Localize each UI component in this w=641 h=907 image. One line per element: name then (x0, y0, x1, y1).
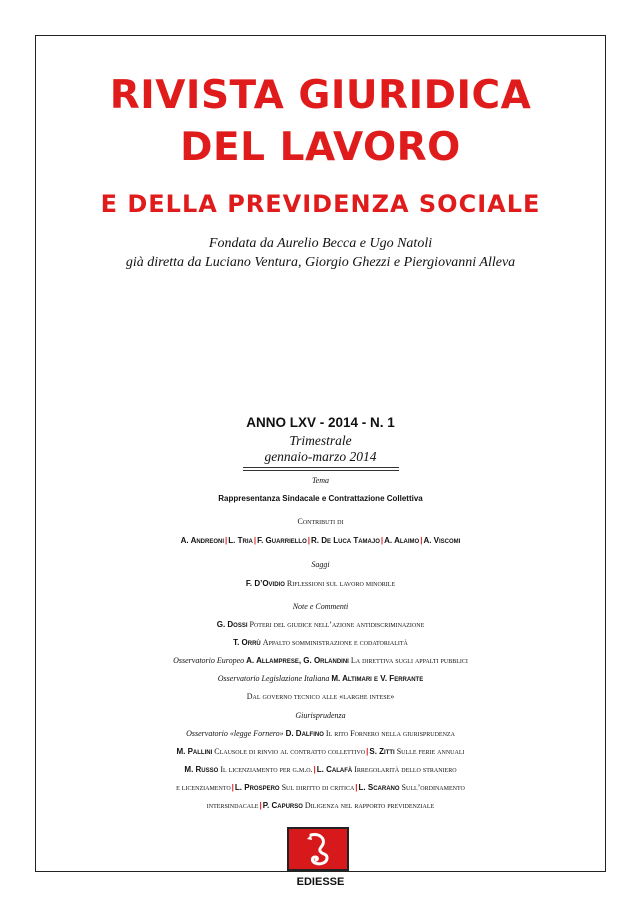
journal-title-line-1: RIVISTA GIURIDICA (109, 73, 532, 118)
issue-period: gennaio-marzo 2014 (264, 449, 377, 464)
article-title: Irregolarità dello straniero (354, 765, 457, 774)
seahorse-icon (289, 829, 347, 869)
author-name: S. Zitti (369, 747, 395, 756)
note-entry (0, 656, 641, 665)
author-name: R. De Luca Tamajo (311, 536, 380, 545)
article-title: Sulle ferie annuali (396, 747, 465, 756)
section-heading-tema: Tema (311, 476, 330, 485)
note-entry (0, 638, 641, 647)
separator: | (259, 801, 262, 810)
article-title: Il rito Fornero nella giurisprudenza (325, 729, 455, 738)
article-title: Poteri del giudice nell’azione antidiscriminazione (249, 620, 425, 629)
separator: | (366, 747, 369, 756)
separator: | (355, 783, 358, 792)
author-name: L. Scarano (358, 783, 400, 792)
founders-line: Fondata da Aurelio Becca e Ugo Natoli (208, 236, 433, 251)
tema-authors (0, 536, 641, 545)
article-title: Riflessioni sul lavoro minorile (286, 579, 396, 588)
article-title: Appalto somministrazione e codatorialità (262, 638, 408, 647)
giurisprudenza-entry (0, 783, 641, 792)
separator: | (420, 536, 423, 545)
separator: | (231, 783, 234, 792)
column-prefix: Osservatorio Legislazione Italiana (217, 674, 330, 683)
separator: | (313, 765, 316, 774)
giurisprudenza-entry (0, 801, 641, 810)
author-name: D. Dalfino (285, 729, 324, 738)
column-prefix: Osservatorio Europeo (173, 656, 245, 665)
title-continuation: e licenziamento (176, 783, 231, 792)
article-title: Sul diritto di critica (281, 783, 355, 792)
divider-rule (243, 470, 399, 471)
divider-rule (243, 467, 399, 468)
author-name: F. D’Ovidio (245, 579, 285, 588)
author-name: M. Altimari e V. Ferrante (331, 674, 424, 683)
author-name: A. Allamprese, G. Orlandini (246, 656, 349, 665)
giurisprudenza-entry (0, 765, 641, 774)
author-name: L. Prospero (234, 783, 280, 792)
article-title: Diligenza nel rapporto previdenziale (304, 801, 435, 810)
author-name: A. Viscomi (423, 536, 461, 545)
contributors-label: Contributi di (297, 517, 344, 526)
issue-frequency: Trimestrale (289, 433, 352, 448)
separator: | (307, 536, 310, 545)
author-name: M. Pallini (176, 747, 213, 756)
article-title: Clausole di rinvio al contratto collettivo (214, 747, 366, 756)
article-title: Sull’ordinamento (401, 783, 465, 792)
section-heading-note: Note e Commenti (292, 602, 349, 611)
former-directors-line: già diretta da Luciano Ventura, Giorgio Ghezzi e Piergiovanni Alleva (125, 255, 516, 270)
note-entry (0, 674, 641, 683)
author-name: A. Alaimo (384, 536, 420, 545)
giurisprudenza-entry (0, 729, 641, 738)
author-name: M. Russo (184, 765, 219, 774)
author-name: F. Guarriello (257, 536, 307, 545)
title-continuation: intersindacale (206, 801, 259, 810)
author-name: A. Andreoni (180, 536, 225, 545)
saggi-entry (0, 579, 641, 588)
publisher-logo (287, 827, 349, 871)
tema-title: Rappresentanza Sindacale e Contrattazione Collettiva (218, 494, 423, 503)
author-name: G. Dossi (216, 620, 248, 629)
article-title: La direttiva sugli appalti pubblici (350, 656, 468, 665)
publisher-name: EDIESSE (296, 876, 345, 888)
section-heading-giurisprudenza: Giurisprudenza (295, 711, 346, 720)
author-name: L. Calafà (316, 765, 353, 774)
author-name: L. Tria (228, 536, 253, 545)
separator: | (225, 536, 228, 545)
separator: | (253, 536, 257, 545)
author-name: T. Orrù (233, 638, 261, 647)
issue-number: ANNO LXV - 2014 - N. 1 (246, 415, 395, 430)
section-heading-saggi: Saggi (311, 560, 330, 569)
journal-subtitle: E DELLA PREVIDENZA SOCIALE (100, 190, 541, 218)
author-name: P. Capurso (262, 801, 303, 810)
journal-title-line-2: DEL LAVORO (180, 125, 461, 170)
column-prefix: Osservatorio «legge Fornero» (186, 729, 284, 738)
giurisprudenza-entry (0, 747, 641, 756)
note-entry (0, 620, 641, 629)
note-continuation: Dal governo tecnico alle «larghe intese» (246, 692, 395, 701)
article-title: Il licenziamento per g.m.o. (220, 765, 313, 774)
separator: | (380, 536, 384, 545)
